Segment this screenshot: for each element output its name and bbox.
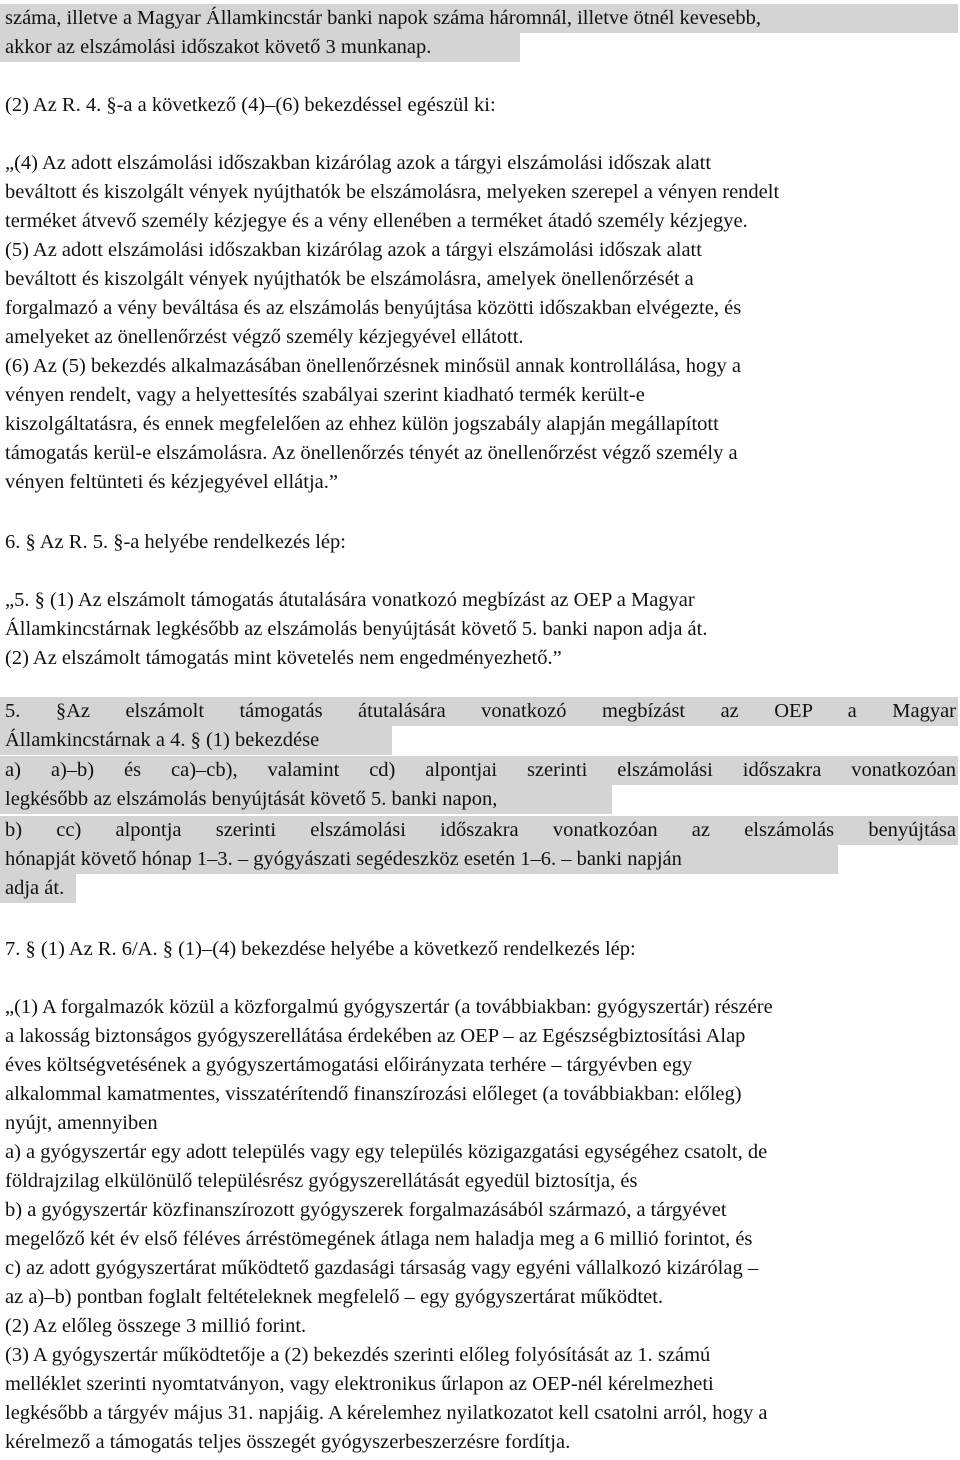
text-line: (5) Az adott elszámolási időszakban kizárólag azok a tárgyi elszámolási időszak alatt <box>5 239 702 261</box>
text-line: beváltott és kiszolgált vények nyújthatók be elszámolásra, amelyek önellenőrzését a <box>5 268 694 290</box>
text-line: (6) Az (5) bekezdés alkalmazásában önellenőrzésnek minősül annak kontrollálása, hogy a <box>5 355 742 377</box>
text-line: Államkincstárnak a 4. § (1) bekezdése <box>5 729 320 751</box>
text-line: nyújt, amennyiben <box>5 1112 158 1134</box>
text-line: forgalmazó a vény beváltása és az elszámolás benyújtása közötti időszakban elvégezte, és <box>5 297 742 319</box>
text-line: terméket átvevő személy kézjegye és a vény ellenében a terméket átadó személy kézjegye. <box>5 210 748 232</box>
text-line: „(4) Az adott elszámolási időszakban kizárólag azok a tárgyi elszámolási időszak alatt <box>5 152 712 174</box>
section-heading-7: 7. § (1) Az R. 6/A. § (1)–(4) bekezdése helyébe a következő rendelkezés lép: <box>5 938 636 960</box>
text-line: beváltott és kiszolgált vények nyújthatók be elszámolásra, melyeken szerepel a vényen rendelt <box>5 181 780 203</box>
text-line: 5. §Az elszámolt támogatás átutalására vonatkozó megbízást az OEP a Magyar <box>5 700 956 722</box>
text-line: akkor az elszámolási időszakot követő 3 munkanap. <box>5 36 432 58</box>
text-line: támogatás kerül-e elszámolásra. Az önellenőrzés tényét az önellenőrzést végző személy a <box>5 442 738 464</box>
text-line: földrajzilag elkülönülő településrész gyógyszerellátását egyedül biztosítja, és <box>5 1170 638 1192</box>
text-line: „5. § (1) Az elszámolt támogatás átutalására vonatkozó megbízást az OEP a Magyar <box>5 589 695 611</box>
text-line: éves költségvetésének a gyógyszertámogatási előirányzata terhére – tárgyévben egy <box>5 1054 693 1076</box>
text-line: az a)–b) pontban foglalt feltételeknek megfelelő – egy gyógyszertárat működtet. <box>5 1286 664 1308</box>
text-line: megelőző két év első féléves árréstömegének átlaga nem haladja meg a 6 millió forintot, és <box>5 1228 753 1250</box>
text-line: kiszolgáltatásra, és ennek megfelelően az ehhez külön jogszabály alapján megállapított <box>5 413 719 435</box>
text-line: alkalommal kamatmentes, visszatérítendő finanszírozási előleget (a továbbiakban: előleg) <box>5 1083 742 1105</box>
text-line: száma, illetve a Magyar Államkincstár banki napok száma háromnál, illetve ötnél kevesebb, <box>5 7 761 29</box>
text-line: a lakosság biztonságos gyógyszerellátása érdekében az OEP – az Egészségbiztosítási Alap <box>5 1025 746 1047</box>
text-line: b) a gyógyszertár közfinanszírozott gyógyszerek forgalmazásából származó, a tárgyévet <box>5 1199 727 1221</box>
text-line: (2) Az előleg összege 3 millió forint. <box>5 1315 307 1337</box>
text-line: b) cc) alpontja szerinti elszámolási időszakra vonatkozóan az elszámolás benyújtása <box>5 819 956 841</box>
text-line: (3) A gyógyszertár működtetője a (2) bekezdés szerinti előleg folyósítását az 1. számú <box>5 1344 711 1366</box>
text-line: a) a gyógyszertár egy adott település vagy egy település közigazgatási egységéhez csatolt, de <box>5 1141 768 1163</box>
text-line: melléklet szerinti nyomtatványon, vagy elektronikus űrlapon az OEP-nél kérelmezheti <box>5 1373 714 1395</box>
text-line: kérelmező a támogatás teljes összegét gyógyszerbeszerzésre fordítja. <box>5 1431 571 1453</box>
text-line: vényen feltünteti és kézjegyével ellátja.” <box>5 471 338 493</box>
section-heading-6: 6. § Az R. 5. §-a helyébe rendelkezés lép: <box>5 531 346 553</box>
text-line: (2) Az R. 4. §-a a következő (4)–(6) bekezdéssel egészül ki: <box>5 94 496 116</box>
text-line: vényen rendelt, vagy a helyettesítés szabályai szerint kiadható termék került-e <box>5 384 645 406</box>
text-line: „(1) A forgalmazók közül a közforgalmú gyógyszertár (a továbbiakban: gyógyszertár) részére <box>5 996 773 1018</box>
text-line: legkésőbb az elszámolás benyújtását követő 5. banki napon, <box>5 788 498 810</box>
text-line: hónapját követő hónap 1–3. – gyógyászati segédeszköz esetén 1–6. – banki napján <box>5 848 682 870</box>
text-line: legkésőbb a tárgyév május 31. napjáig. A kérelemhez nyilatkozatot kell csatolni arról, hogy a <box>5 1402 768 1424</box>
text-line: (2) Az elszámolt támogatás mint követelés nem engedményezhető.” <box>5 647 562 669</box>
text-line: adja át. <box>5 877 65 899</box>
text-line: a) a)–b) és ca)–cb), valamint cd) alpontjai szerinti elszámolási időszakra vonatkozóan <box>5 759 956 781</box>
text-line: c) az adott gyógyszertárat működtető gazdasági társaság vagy egyéni vállalkozó kizárólag – <box>5 1257 759 1279</box>
text-line: Államkincstárnak legkésőbb az elszámolás benyújtását követő 5. banki napon adja át. <box>5 618 708 640</box>
text-line: amelyeket az önellenőrzést végző személy kézjegyével ellátott. <box>5 326 524 348</box>
